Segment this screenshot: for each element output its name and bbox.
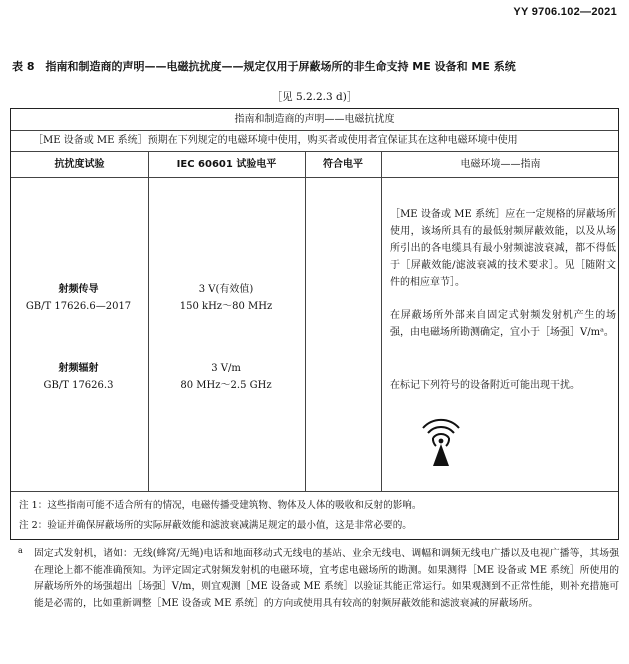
table-heading: 指南和制造商的声明——电磁抗扰度 <box>11 109 618 131</box>
table-title: 表 8 指南和制造商的声明——电磁抗扰度——规定仅用于屏蔽场所的非生命支持 ME 设备和 ME 系统 <box>12 60 516 73</box>
test-conducted-rf <box>11 281 146 315</box>
test-level-range: 80 MHz～2.5 GHz <box>180 380 272 391</box>
col-compliance-level: 符合电平 <box>323 159 363 170</box>
guidance-paragraph-1: ［ME 设备或 ME 系统］应在一定规格的屏蔽场所使用，该场所具有的最低射频屏蔽效能，以及从场所引出的各电缆具有最小射频滤波衰减，都不得低于［屏蔽效能/滤波衰减的技术要求］。见［随附文件的相应章节］。 <box>390 209 616 288</box>
standard-number: YY 9706.102—2021 <box>513 6 617 18</box>
level-conducted-rf <box>156 281 296 315</box>
test-name: 射频辐射 <box>58 363 99 374</box>
guidance-paragraph-2: 在屏蔽场所外部来自固定式射频发射机产生的场强，由电磁场所勘测确定，宜小于［场强］V/mᵃ。 <box>390 310 616 338</box>
col-immunity-test: 抗扰度试验 <box>54 159 105 170</box>
column-header-row <box>11 152 618 178</box>
level-radiated-rf <box>156 360 296 394</box>
col-em-guidance: 电磁环境——指南 <box>460 159 541 170</box>
col-iec-test-level: IEC 60601 试验电平 <box>176 159 277 170</box>
declaration-table <box>10 108 619 540</box>
table-notes <box>11 491 618 539</box>
test-standard: GB/T 17626.6—2017 <box>25 301 132 312</box>
table-intro: ［ME 设备或 ME 系统］预期在下列规定的电磁环境中使用，购买者或使用者宜保证其在这种电磁环境中使用 <box>11 131 618 152</box>
footnote-mark: a <box>18 546 23 555</box>
column-divider <box>148 152 149 491</box>
test-level-value: 3 V(有效值) <box>198 284 254 295</box>
footnote-text: 固定式发射机，诸如：无线(蜂窝/无绳)电话和地面移动式无线电的基站、业余无线电、调幅和调频无线电广播以及电视广播等，其场强在理论上都不能准确预知。为评定固定式射频发射机的电磁环境，宜考虑电磁场所的勘测。如果测得［ME 设备或 ME 系统］所使用的屏蔽场所外的场强超出［场强］V/m，则宜观测［ME 设备或 ME 系统］以验证其能正常运行。如果观测到不正常性能，则补充措施可能是必需的，比如重新调整［ME 设备或 ME 系统］的方向或使用具有较高的射频屏蔽效能和滤波衰减的屏蔽场所。 <box>34 548 619 609</box>
test-radiated-rf <box>11 360 146 394</box>
table-reference: ［见 5.2.2.3 d)］ <box>271 91 358 103</box>
test-level-range: 150 kHz～80 MHz <box>179 301 273 312</box>
column-divider <box>305 152 306 491</box>
test-standard: GB/T 17626.3 <box>43 380 114 391</box>
guidance-paragraph-3: 在标记下列符号的设备附近可能出现干扰。 <box>390 380 580 391</box>
test-name: 射频传导 <box>58 284 99 295</box>
column-divider <box>381 152 382 491</box>
test-level-value: 3 V/m <box>211 363 241 374</box>
note-1: 注 1：这些指南可能不适合所有的情况，电磁传播受建筑物、物体及人体的吸收和反射的影响。 <box>19 500 422 511</box>
non-ionizing-radiation-icon <box>411 414 471 474</box>
note-2: 注 2：验证并确保屏蔽场所的实际屏蔽效能和滤波衰减满足规定的最小值，这是非常必要的。 <box>19 520 412 531</box>
